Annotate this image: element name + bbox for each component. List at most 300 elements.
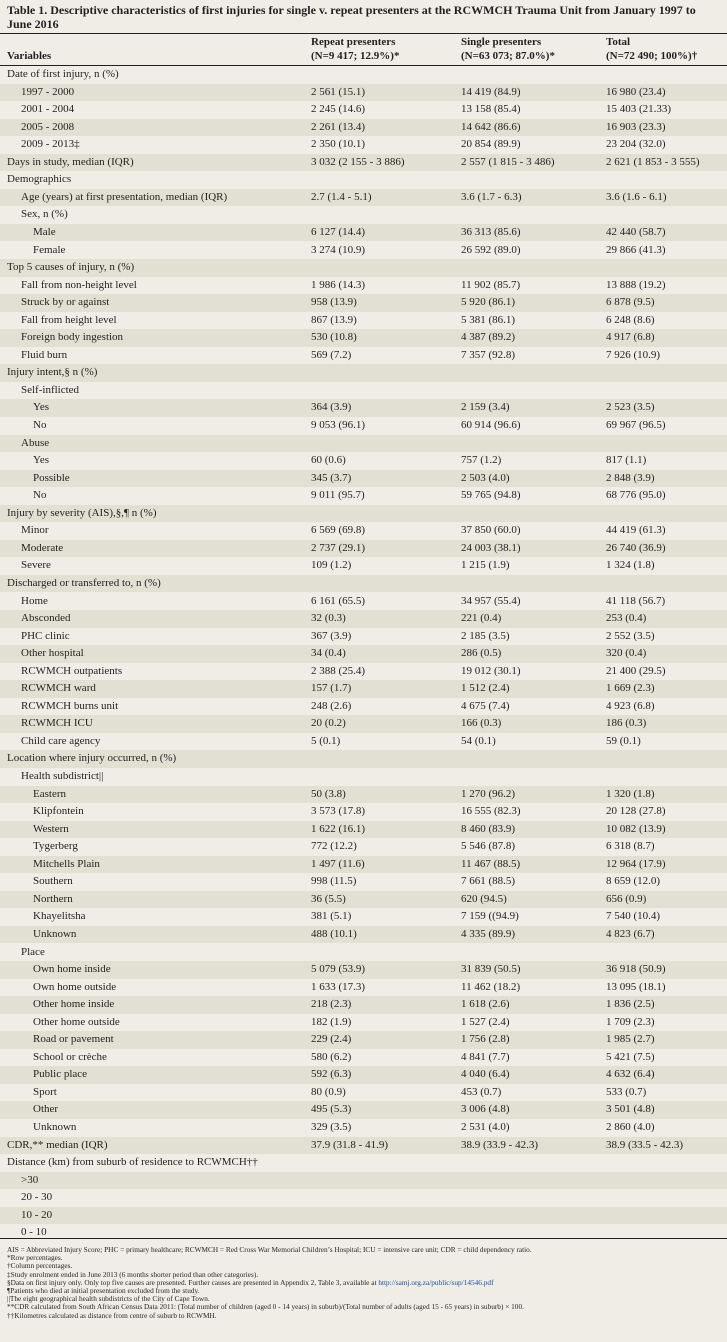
single-value: 1 527 (2.4) [461,1015,510,1028]
table-row [0,435,727,453]
table-row [0,119,727,137]
supplement-link[interactable]: http://samj.org.za/public/sup/14546.pdf [378,1277,494,1287]
repeat-value: 36 (5.5) [311,892,346,905]
total-value: 3.6 (1.6 - 6.1) [606,190,667,203]
table-row [0,680,727,698]
row-label: Other home outside [33,1015,120,1028]
table-row [0,347,727,365]
footnote: †Column percentages. [7,1261,73,1271]
row-label: Other home inside [33,998,115,1011]
repeat-value: 580 (6.2) [311,1050,352,1063]
repeat-value: 2 350 (10.1) [311,138,366,151]
table-row [0,979,727,997]
row-label: >30 [21,1173,39,1186]
row-label: Injury intent,§ n (%) [7,366,98,379]
table-row [0,417,727,435]
row-label: Southern [33,875,73,888]
footnote: **CDR calculated from South African Census Data 2011: (Total number of children (aged 0 - 14 years) in suburb)/(Total number of adults (aged 15 - 65 years) in suburb) × 100. [7,1302,524,1312]
total-value: 41 118 (56.7) [606,594,666,607]
repeat-value: 3 573 (17.8) [311,805,366,818]
table-row [0,470,727,488]
table-row [0,1137,727,1155]
table-row [0,206,727,224]
row-label: Self-inflicted [21,383,80,396]
repeat-value: 867 (13.9) [311,313,357,326]
row-label: Foreign body ingestion [21,331,124,344]
row-label: PHC clinic [21,629,70,642]
row-label: Minor [21,524,49,537]
table-row [0,821,727,839]
table-row [0,593,727,611]
single-value: 24 003 (38.1) [461,541,521,554]
row-label: Western [33,822,69,835]
row-label: Yes [33,401,50,414]
single-value: 14 419 (84.9) [461,85,521,98]
table-row [0,908,727,926]
repeat-value: 20 (0.2) [311,717,346,730]
total-value: 1 836 (2.5) [606,998,655,1011]
row-label: Sport [33,1085,57,1098]
row-label: Own home inside [33,963,111,976]
total-value: 16 903 (23.3) [606,120,666,133]
table-row [0,364,727,382]
table-row [0,557,727,575]
row-label: Moderate [21,541,64,554]
table-row [0,803,727,821]
repeat-value: 3 032 (2 155 - 3 886) [311,155,405,168]
repeat-value: 3 274 (10.9) [311,243,366,256]
single-value: 38.9 (33.9 - 42.3) [461,1138,538,1151]
repeat-value: 248 (2.6) [311,699,352,712]
repeat-value: 2.7 (1.4 - 5.1) [311,190,372,203]
repeat-value: 998 (11.5) [311,875,357,888]
row-label: Fall from non-height level [21,278,137,291]
row-label: Child care agency [21,734,101,747]
row-label: Other [33,1103,59,1116]
table-row [0,154,727,172]
row-label: RCWMCH outpatients [21,664,123,677]
table-row [0,786,727,804]
table-row [0,1084,727,1102]
table-row [0,312,727,330]
repeat-value: 182 (1.9) [311,1015,352,1028]
table-row [0,838,727,856]
total-value: 15 403 (21.33) [606,103,672,116]
repeat-value: 50 (3.8) [311,787,346,800]
footnote: *Row percentages. [7,1253,63,1263]
single-value: 11 902 (85.7) [461,278,521,291]
row-label: RCWMCH ward [21,682,96,695]
table-row [0,101,727,119]
row-label: Mitchells Plain [33,857,100,870]
table-row [0,1049,727,1067]
single-value: 14 642 (86.6) [461,120,521,133]
total-value: 1 324 (1.8) [606,559,655,572]
repeat-value: 592 (6.3) [311,1068,352,1081]
row-label: No [33,489,47,502]
header-total-n: (N=72 490; 100%)† [606,50,698,62]
table-row [0,926,727,944]
row-label: Severe [21,559,51,572]
total-value: 2 523 (3.5) [606,401,655,414]
row-label: Own home outside [33,980,117,993]
table-row [0,1172,727,1190]
repeat-value: 157 (1.7) [311,682,352,695]
single-value: 26 592 (89.0) [461,243,521,256]
single-value: 11 462 (18.2) [461,980,521,993]
table-row [0,663,727,681]
row-label: CDR,** median (IQR) [7,1138,108,1151]
table-row [0,645,727,663]
table-row [0,505,727,523]
row-label: No [33,419,47,431]
total-value: 38.9 (33.5 - 42.3) [606,1138,683,1151]
row-label: Struck by or against [21,296,110,309]
row-label: 2001 - 2004 [21,103,75,116]
total-value: 26 740 (36.9) [606,541,666,554]
total-value: 68 776 (95.0) [606,489,666,502]
row-label: 10 - 20 [21,1208,53,1221]
single-value: 1 270 (96.2) [461,787,516,800]
table-row [0,733,727,751]
repeat-value: 218 (2.3) [311,998,352,1011]
table-row [0,1224,727,1242]
repeat-value: 229 (2.4) [311,1033,352,1046]
table-row [0,628,727,646]
single-value: 8 460 (83.9) [461,822,516,835]
table-row [0,1101,727,1119]
table-row [0,540,727,558]
repeat-value: 5 079 (53.9) [311,963,366,976]
single-value: 620 (94.5) [461,892,507,905]
total-value: 2 552 (3.5) [606,629,655,642]
table-row [0,750,727,768]
table-row [0,996,727,1014]
total-value: 7 926 (10.9) [606,348,661,361]
row-label: Fall from height level [21,313,117,326]
header-single-presenters: Single presenters [461,36,542,48]
total-value: 4 917 (6.8) [606,331,655,344]
single-value: 4 040 (6.4) [461,1068,510,1081]
single-value: 286 (0.5) [461,647,502,660]
repeat-value: 1 633 (17.3) [311,980,366,993]
total-value: 253 (0.4) [606,612,647,625]
total-value: 186 (0.3) [606,717,647,730]
total-value: 1 669 (2.3) [606,682,655,695]
table-row [0,136,727,154]
total-value: 6 878 (9.5) [606,296,655,309]
single-value: 4 387 (89.2) [461,331,516,344]
single-value: 2 185 (3.5) [461,629,510,642]
repeat-value: 34 (0.4) [311,647,346,660]
header-repeat-presenters-n: (N=9 417; 12.9%)* [311,50,400,62]
repeat-value: 109 (1.2) [311,559,352,572]
total-value: 320 (0.4) [606,647,647,660]
single-value: 221 (0.4) [461,612,502,625]
single-value: 7 661 (88.5) [461,875,516,888]
row-label: Klipfontein [33,805,84,818]
single-value: 4 335 (89.9) [461,927,516,940]
row-label: 0 - 10 [21,1226,47,1239]
total-value: 656 (0.9) [606,892,647,905]
total-value: 1 320 (1.8) [606,787,655,800]
row-label: Unknown [33,1121,77,1133]
row-label: Road or pavement [33,1033,114,1046]
repeat-value: 80 (0.9) [311,1085,346,1098]
table-title: Table 1. Descriptive characteristics of first injuries for single v. repeat presenters at the RCWMCH Trauma Unit from January 1997 to June 2016 [7,3,696,31]
row-label: Demographics [7,173,72,186]
table-row [0,610,727,628]
table-row [0,1066,727,1084]
table-row [0,487,727,505]
header-single-presenters-n: (N=63 073; 87.0%)* [461,50,555,62]
row-label: 1997 - 2000 [21,85,75,98]
single-value: 453 (0.7) [461,1085,502,1098]
header-variables: Variables [7,50,52,62]
single-value: 4 841 (7.7) [461,1050,510,1063]
row-label: Distance (km) from suburb of residence to RCWMCH†† [7,1156,258,1169]
single-value: 2 503 (4.0) [461,471,510,484]
single-value: 37 850 (60.0) [461,524,521,537]
row-label: RCWMCH ICU [21,717,93,730]
single-value: 4 675 (7.4) [461,699,510,712]
total-value: 69 967 (96.5) [606,419,666,431]
repeat-value: 9 011 (95.7) [311,489,365,502]
row-label: Eastern [33,787,66,800]
single-value: 5 920 (86.1) [461,296,516,309]
header-top-rule [0,33,727,34]
single-value: 166 (0.3) [461,717,502,730]
total-value: 5 421 (7.5) [606,1050,655,1063]
total-value: 1 709 (2.3) [606,1015,655,1028]
row-label: Female [33,243,66,256]
row-label: Date of first injury, n (%) [7,68,119,80]
row-label: Sex, n (%) [21,208,68,221]
footnote: ‡Study enrolment ended in June 2013 (6 months shorter period than other categories). [7,1269,259,1279]
single-value: 20 854 (89.9) [461,138,521,151]
footnotes [7,1246,722,1320]
table-row [0,698,727,716]
table-row [0,768,727,786]
row-label: RCWMCH burns unit [21,699,119,712]
table-row [0,944,727,962]
repeat-value: 530 (10.8) [311,331,357,344]
row-label: 20 - 30 [21,1191,53,1204]
single-value: 13 158 (85.4) [461,103,521,116]
repeat-value: 364 (3.9) [311,401,352,414]
single-value: 5 546 (87.8) [461,840,516,853]
single-value: 757 (1.2) [461,454,502,467]
table-row [0,399,727,417]
total-value: 59 (0.1) [606,734,641,747]
total-value: 6 318 (8.7) [606,840,655,853]
row-label: Home [21,594,48,607]
header-repeat-presenters: Repeat presenters [311,36,396,48]
total-value: 10 082 (13.9) [606,822,666,835]
repeat-value: 495 (5.3) [311,1103,352,1116]
row-label: Public place [33,1068,88,1081]
single-value: 11 467 (88.5) [461,857,521,870]
row-label: Unknown [33,927,77,940]
repeat-value: 488 (10.1) [311,927,357,940]
footnote: ¶Patients who died at initial presentation excluded from the study. [7,1286,200,1296]
table-row [0,259,727,277]
single-value: 54 (0.1) [461,734,496,747]
total-value: 6 248 (8.6) [606,313,655,326]
total-value: 13 095 (18.1) [606,980,666,993]
row-label: Abuse [21,436,50,449]
table-row [0,452,727,470]
repeat-value: 5 (0.1) [311,734,341,747]
table-row [0,277,727,295]
total-value: 817 (1.1) [606,454,647,467]
repeat-value: 6 161 (65.5) [311,594,366,607]
row-label: Male [33,225,56,238]
single-value: 31 839 (50.5) [461,963,521,976]
row-label: Injury by severity (AIS),§,¶ n (%) [7,506,157,519]
total-value: 20 128 (27.8) [606,805,666,818]
total-value: 16 980 (23.4) [606,85,666,98]
table-row [0,873,727,891]
single-value: 60 914 (96.6) [461,419,521,431]
repeat-value: 2 737 (29.1) [311,541,366,554]
table-row [0,961,727,979]
repeat-value: 6 569 (69.8) [311,524,366,537]
row-label: Days in study, median (IQR) [7,155,134,168]
row-label: 2005 - 2008 [21,120,75,133]
total-value: 21 400 (29.5) [606,664,666,677]
repeat-value: 381 (5.1) [311,910,352,923]
table-row [0,224,727,242]
table-row [0,1189,727,1207]
repeat-value: 1 986 (14.3) [311,278,366,291]
repeat-value: 1 497 (11.6) [311,857,365,870]
repeat-value: 2 388 (25.4) [311,664,366,677]
table-row [0,1014,727,1032]
row-label: Other hospital [21,647,84,660]
total-value: 8 659 (12.0) [606,875,661,888]
table-bottom-rule [0,1238,727,1239]
single-value: 3 006 (4.8) [461,1103,510,1116]
row-label: Discharged or transferred to, n (%) [7,576,161,589]
repeat-value: 6 127 (14.4) [311,225,366,238]
row-label: Location where injury occurred, n (%) [7,752,177,765]
repeat-value: 569 (7.2) [311,348,352,361]
single-value: 1 215 (1.9) [461,559,510,572]
total-value: 12 964 (17.9) [606,857,666,870]
table-row [0,1119,727,1137]
table-row [0,1207,727,1225]
footnote: AIS = Abbreviated Injury Score; PHC = primary healthcare; RCWMCH = Red Cross War Memorial Children’s Hospital; ICU = intensive care unit; CDR = child dependency ratio. [7,1245,532,1254]
single-value: 5 381 (86.1) [461,313,516,326]
single-value: 19 012 (30.1) [461,664,521,677]
single-value: 7 357 (92.8) [461,348,516,361]
table-row [0,856,727,874]
row-label: School or crèche [33,1050,107,1063]
repeat-value: 1 622 (16.1) [311,822,366,835]
row-label: Yes [33,454,50,467]
total-value: 23 204 (32.0) [606,138,666,151]
single-value: 1 512 (2.4) [461,682,510,695]
total-value: 533 (0.7) [606,1085,647,1098]
table-row [0,294,727,312]
footnote: §Data on first injury only. Only top five causes are presented. Further causes are presented in Appendix 2, Table 3, available at http://samj.org.za/public/sup/14546.pdf [7,1277,494,1287]
repeat-value: 367 (3.9) [311,629,352,642]
row-label: Tygerberg [33,840,78,853]
repeat-value: 32 (0.3) [311,612,346,625]
row-label: Northern [33,892,73,905]
table-row [0,575,727,593]
repeat-value: 345 (3.7) [311,471,352,484]
repeat-value: 329 (3.5) [311,1121,352,1133]
repeat-value: 60 (0.6) [311,454,346,467]
total-value: 4 823 (6.7) [606,927,655,940]
single-value: 2 159 (3.4) [461,401,510,414]
table-row [0,891,727,909]
total-value: 42 440 (58.7) [606,225,666,238]
repeat-value: 2 245 (14.6) [311,103,366,116]
table-row [0,329,727,347]
row-label: Fluid burn [21,348,68,361]
table-row [0,242,727,260]
row-label: Possible [33,471,70,484]
repeat-value: 772 (12.2) [311,840,357,853]
single-value: 3.6 (1.7 - 6.3) [461,190,522,203]
single-value: 36 313 (85.6) [461,225,521,238]
total-value: 3 501 (4.8) [606,1103,655,1116]
single-value: 7 159 ((94.9) [461,910,519,923]
total-value: 1 985 (2.7) [606,1033,655,1046]
table-row [0,715,727,733]
row-label: Place [21,945,45,958]
row-label: 2009 - 2013‡ [21,138,80,151]
table-row [0,1031,727,1049]
total-value: 29 866 (41.3) [606,243,666,256]
repeat-value: 2 561 (15.1) [311,85,366,98]
total-value: 2 621 (1 853 - 3 555) [606,155,700,168]
header-total: Total [606,36,631,48]
total-value: 44 419 (61.3) [606,524,666,537]
table-row [0,66,727,84]
table-row [0,522,727,540]
single-value: 2 531 (4.0) [461,1121,510,1133]
single-value: 1 618 (2.6) [461,998,510,1011]
single-value: 2 557 (1 815 - 3 486) [461,155,555,168]
table-row [0,84,727,102]
footnote: ††Kilometres calculated as distance from centre of suburb to RCWMH. [7,1310,217,1320]
repeat-value: 958 (13.9) [311,296,357,309]
total-value: 4 632 (6.4) [606,1068,655,1081]
table-row [0,1154,727,1172]
single-value: 34 957 (55.4) [461,594,521,607]
total-value: 36 918 (50.9) [606,963,666,976]
row-label: Absconded [21,612,71,625]
row-label: Age (years) at first presentation, median (IQR) [21,190,228,203]
table-row [0,189,727,207]
row-label: Top 5 causes of injury, n (%) [7,261,135,274]
total-value: 2 860 (4.0) [606,1121,655,1133]
table-row [0,382,727,400]
row-label: Khayelitsha [33,910,86,923]
repeat-value: 9 053 (96.1) [311,419,366,431]
repeat-value: 37.9 (31.8 - 41.9) [311,1138,388,1151]
footnote: ||The eight geographical health subdistricts of the City of Cape Town. [7,1294,210,1304]
total-value: 2 848 (3.9) [606,471,655,484]
repeat-value: 2 261 (13.4) [311,120,366,133]
total-value: 13 888 (19.2) [606,278,666,291]
single-value: 1 756 (2.8) [461,1033,510,1046]
row-label: Health subdistrict|| [21,770,104,782]
